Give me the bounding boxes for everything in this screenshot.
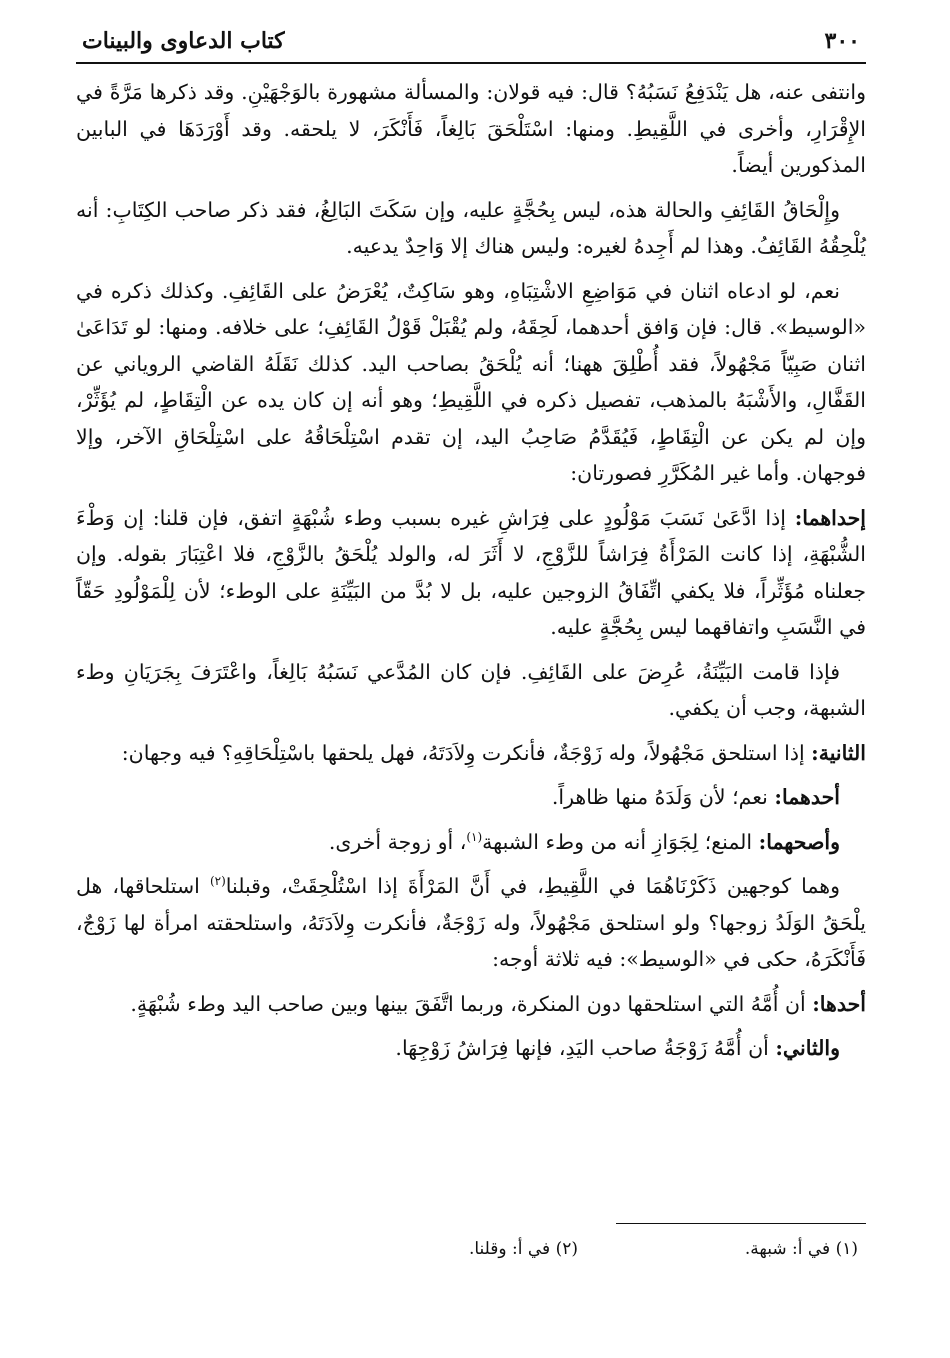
paragraph-text: إذا ادَّعَىٰ نَسَبَ مَوْلُودٍ على فِرَاشِ غيره بسبب وطء شُبْهَةٍ اتفق، فإن قلنا: إن وَطْءَ الشُّبْهَةِ، إذا كانت المَرْأَةُ فِرَاشاً للزَّوْجِ، لا أَثَرَ له، والولد يُلْحَقُ بالزَّوْجِ، فلا اعْتِبَارَ بقوله. وإن جعلناه مُؤَثِّراً، فلا يكفي اتِّفَاقُ الزوجين عليه، بل لا بُدَّ من البَيِّنَةِ على الوطء؛ لأن لِلْمَوْلُودِ حَقّاً في النَّسَبِ واتفاقهما ليس بِحُجَّةٍ عليه. <box>76 505 866 639</box>
paragraph-lead: إحداهما: <box>794 505 866 530</box>
running-header <box>76 28 866 64</box>
footnote-2: (٢) في أ: وقلنا. <box>468 1239 578 1259</box>
paragraph-lead: أحدهما: <box>774 785 840 809</box>
paragraph <box>76 986 866 1023</box>
paragraph <box>76 779 866 816</box>
paragraph-text: أن أُمَّهُ زَوْجَةُ صاحب اليَدِ، فإنها فِرَاشُ زَوْجِهَا. <box>395 1036 776 1060</box>
footnote-marker: (٢) <box>209 874 226 889</box>
paragraph-text: المنع؛ لِجَوَازِ أنه من وطء الشبهة <box>482 829 759 854</box>
paragraph-lead: وأصحهما: <box>758 829 840 854</box>
paragraph-text: نعم، لو ادعاه اثنان في مَوَاضِعِ الاشْتِبَاهِ، وهو سَاكِتٌ، يُعْرَضُ على القَائِفِ. وكذلك ذكره في «الوسيط». قال: فإن وَافق أحدهما، لَحِقَهُ، ولم يُقْبَلْ قَوْلُ القَائِفِ؛ على خلافه. ومنها: لو تَدَاعَىٰ اثنان صَبِيّاً مَجْهُولاً، فقد أُطْلِقَ ههنا؛ أنه يُلْحَقُ بصاحب اليد. كذلك نَقَلَهُ القاضي الروياني عن القَفَّالِ، والأَشْبَهُ بالمذهب، تفصيل ذكره في اللَّقِيطِ؛ وهو أنه إن كان يده عن الْتِقَاطٍ، لم يُؤَثِّرْ، وإن لم يكن عن الْتِقَاطٍ، فَيُقَدَّمُ صَاحِبُ اليد، إن تقدم اسْتِلْحَاقُهُ على اسْتِلْحَاقِ الآخر، وإلا فوجهان. وأما غير المُكَرَّرِ فصورتان: <box>76 278 866 485</box>
footnotes <box>298 1236 858 1262</box>
paragraph <box>76 74 866 184</box>
paragraph-text: فإذا قامت البَيِّنَةُ، عُرِضَ على القَائِفِ. فإن كان المُدَّعي نَسَبُهُ بَالِغاً، واعْتَرَفَ بِجَرَيَانِ وطء الشبهة، وجب أن يكفي. <box>76 659 866 720</box>
paragraph <box>76 1030 866 1067</box>
paragraph <box>76 500 866 646</box>
paragraph-text: وهما كوجهين ذَكَرْنَاهُمَا في اللَّقِيطِ، في أَنَّ المَرْأَةَ إذا اسْتُلْحِقَتْ، وقبلنا <box>225 874 840 898</box>
paragraph-text: إذا استلحق مَجْهُولاً، وله زَوْجَةٌ، فأنكرت وِلاَدَتَهُ، فهل يلحقها باسْتِلْحَاقِهِ؟ فيه وجهان: <box>121 740 812 765</box>
paragraph-tail: استلحاقها، هل يلْحَقُ الوَلَدُ زوجها؟ ولو استلحق مَجْهُولاً، وله زَوْجَةٌ، فأنكرت وِلاَدَتَهُ، واستلحقته امرأة لها زَوْجٌ، فَأَنْكَرَهُ، حكى في «الوسيط»: فيه ثلاثة أوجه: <box>76 874 866 971</box>
paragraph-text: أن أُمَّهُ التي استلحقها دون المنكرة، وربما اتَّفَقَ بينها وبين صاحب اليد وطء شُبْهَةٍ. <box>130 991 813 1016</box>
paragraph-lead: أحدها: <box>812 991 866 1016</box>
paragraph-text: وانتفى عنه، هل يَنْدَفِعُ نَسَبُهُ؟ قال: فيه قولان: والمسألة مشهورة بالوَجْهَيْنِ. وقد ذكرها مَرَّةً في الإِقْرَارِ، وأخرى في اللَّقِيطِ. ومنها: اسْتَلْحَقَ بَالِغاً، فَأَنْكَرَ، لا يلحقه. وقد أَوْرَدَهَا في البابين المذكورين أيضاً. <box>76 80 866 177</box>
paragraph-lead: الثانية: <box>811 740 866 765</box>
paragraph-lead: والثاني: <box>775 1036 840 1060</box>
footnote-marker: (١) <box>466 829 483 844</box>
book-title: كتاب الدعاوى والبينات <box>82 28 285 54</box>
paragraph <box>76 273 866 492</box>
paragraph <box>76 735 866 772</box>
paragraph <box>76 868 866 978</box>
paragraph <box>76 192 866 265</box>
paragraph-text: نعم؛ لأن وَلَدَهُ منها ظاهراً. <box>551 785 775 809</box>
paragraph <box>76 654 866 727</box>
paragraph <box>76 824 866 861</box>
footnote-1: (١) في أ: شبهة. <box>744 1239 858 1259</box>
page-number: ٣٠٠ <box>824 28 860 54</box>
main-text <box>76 74 866 1067</box>
paragraph-tail: ، أو زوجة أخرى. <box>328 829 467 854</box>
footnote-divider <box>616 1223 866 1224</box>
paragraph-text: وإِلْحَاقُ القَائِفِ والحالة هذه، ليس بِحُجَّةٍ عليه، وإن سَكَتَ البَالِغُ، فقد ذكر صاحب الكِتَابِ: أنه يُلْحِقُهُ القَائِفُ. وهذا لم أَجِدهُ لغيره: وليس هناك إلا وَاحِدٌ يدعيه. <box>76 197 866 258</box>
